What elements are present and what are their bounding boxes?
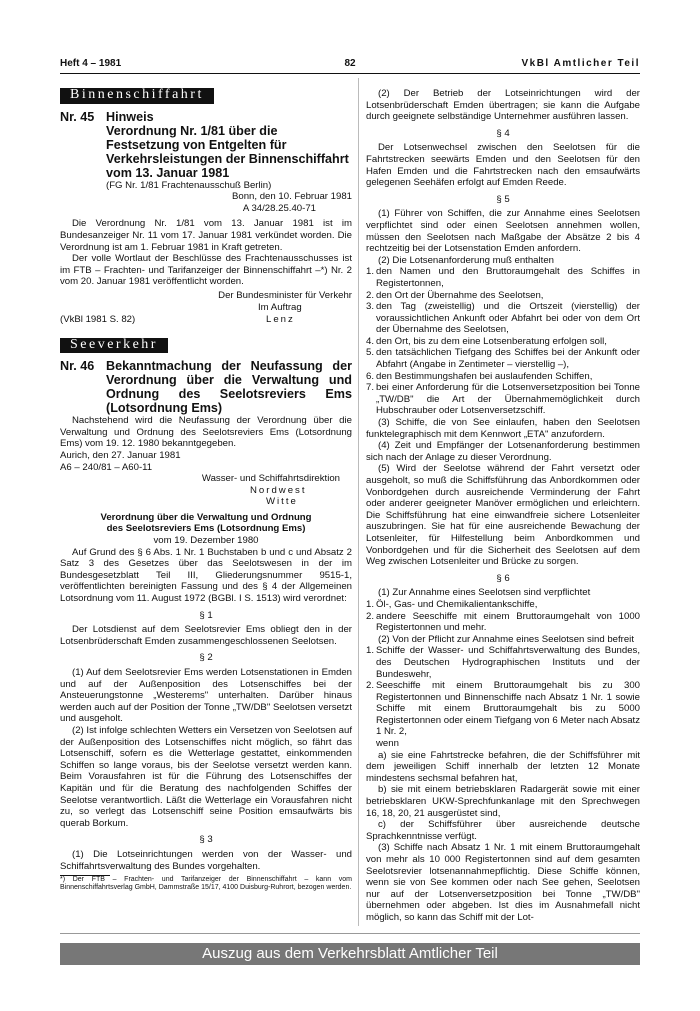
- ordinance-date: vom 19. Dezember 1980: [153, 535, 259, 547]
- list-item: 1. Schiffe der Wasser- und Schiffahrtsverwaltung des Bundes, des Deutschen Hydrographischen Instituts und der Bundeswehr,: [366, 645, 640, 680]
- paragraph-6-heading: § 6: [496, 572, 510, 584]
- ordinance-title-1: Verordnung über die Verwaltung und Ordnung: [100, 511, 312, 523]
- paragraph-6-sub-3: (3) Schiffe nach Absatz 1 Nr. 1 mit einem Bruttoraumgehalt von mehr als 10 000 Registertonnen sind auf dem gesamten Seelotsrevier lotsenannahmepflichtig. Diese Schiffe können, wenn sie von See kommen oder nach See gehen, Seelotsen nur auf der Lotsenversetzposition bei Tonne „TW/DB" übernehmen oder abgeben. Ist dies im Ausnahmefall nicht möglich, so kann das Schiff mit der Lot-: [366, 842, 640, 923]
- section-heading-seeverkehr: Seeverkehr: [60, 338, 168, 354]
- paragraph-1-heading: § 1: [199, 609, 213, 621]
- item-45-title-2: Verordnung Nr. 1/81 über die Festsetzung von Entgelten für Verkehrsleistungen der Binnenschiffahrt vom 13. Januar 1981: [106, 123, 349, 180]
- list-item: 1. den Namen und den Bruttoraumgehalt des Schiffes in Registertonnen,: [366, 266, 640, 289]
- authority-region: Nordwest: [250, 484, 307, 496]
- paragraph-6-sub-1: (1) Zur Annahme eines Seelotsen sind verpflichtet: [378, 587, 591, 599]
- condition-a: a) sie eine Fahrtstrecke befahren, die der Schiffsführer mit dem jeweiligen Schiff innerhalb der letzten 12 Monate mindestens sechsmal befahren hat,: [366, 749, 640, 784]
- item-45-title-1: Hinweis: [106, 109, 154, 124]
- citation: (VkBl 1981 S. 82): [60, 313, 136, 325]
- footer-rule: [60, 933, 640, 934]
- list-item: 3. den Tag (zweistellig) und die Ortszeit (vierstellig) der voraussichtlichen Ankunft oder Abfahrt bei oder von dem Ort der Übernahme des Seelotsen,: [366, 301, 640, 336]
- list-item: 7. bei einer Anforderung für die Lotsenversetzposition bei Tonne „TW/DB" die Art der Übernahmemöglichkeit durch Hubschrauber oder Lotsenversetzschiff.: [366, 382, 640, 417]
- authority-signature: Witte: [266, 496, 298, 508]
- paragraph-2-sub-1: (1) Auf dem Seelotsrevier Ems werden Lotsenstationen in Emden und auf der Außenposition des Lotsenschiffes bei der Ansteuerungstonne „Westerems" unterhalten. Darüber hinaus werden auch auf der Position der Tonne „TW/DB" Seelotsen versetzt und ausgeholt.: [60, 667, 352, 725]
- footnote: *) Der FTB – Frachten- und Tarifanzeiger der Binnenschiffahrt – kann vom Binnenschiffahrtsverlag GmbH, Dammstraße 15/17, 4100 Duisburg-Ruhrort, bezogen werden.: [60, 876, 352, 892]
- preamble: Auf Grund des § 6 Abs. 1 Nr. 1 Buchstaben b und c und Absatz 2 Satz 3 des Gesetzes über das Seelotswesen in der im Bundesgesetzblatt Teil III, Gliederungsnummer 9515-1, veröffentlichten bereinigten Fassung und des § 4 der Allgemeinen Lotsordnung vom 11. August 1972 (BGBl. I S. 1513) wird verordnet:: [60, 546, 352, 605]
- list-item: 2. andere Seeschiffe mit einem Bruttoraumgehalt von 1000 Registertonnen und mehr.: [366, 610, 640, 634]
- item-46-ref: A6 – 240/81 – A60-11: [60, 461, 153, 473]
- list-item: 1. Öl-, Gas- und Chemikalientankschiffe,: [366, 598, 538, 610]
- condition-b: b) sie mit einem betriebsklaren Radargerät sowie mit einer betriebsklaren UKW-Sprechfunkanlage mit den Sprechwegen 16, 18, 20, 21 ausgerüstet sind,: [366, 784, 640, 819]
- header-rule: [60, 73, 640, 74]
- item-46-heading: [60, 359, 352, 415]
- list-item: 6. den Bestimmungshafen bei auslaufenden Schiffen,: [366, 370, 593, 382]
- right-column: [366, 88, 640, 924]
- item-46-intro: Nachstehend wird die Neufassung der Verordnung über die Verwaltung und Ordnung des Seelotsreviers Ems (Lotsordnung Ems) vom 19. 12. 1980 bekanntgegeben.: [60, 415, 352, 450]
- paragraph-3-sub-1: (1) Die Lotseinrichtungen werden von der Wasser- und Schiffahrtsverwaltung des Bundes vorgehalten.: [60, 848, 352, 872]
- authority-name: Wasser- und Schiffahrtsdirektion: [201, 473, 340, 485]
- item-45-para-1: Die Verordnung Nr. 1/81 vom 13. Januar 1981 ist im Bundesanzeiger Nr. 11 vom 17. Januar 1981 verkündet worden. Die Verordnung ist am 1. Februar 1981 in Kraft getreten.: [60, 218, 352, 253]
- item-45-subtitle: (FG Nr. 1/81 Frachtenausschuß Berlin): [106, 179, 272, 191]
- paragraph-4-text: Der Lotsenwechsel zwischen den Seelotsen für die Fahrtstrecken seewärts Emden und den Seelotsen für den Hafen Emden und die Fahrtstrecken nach den emsaufwärts gelegenen Seehäfen erfolgt auf Emden Reede.: [366, 142, 640, 189]
- list-item: 2. Seeschiffe mit einem Bruttoraumgehalt bis zu 300 Registertonnen und Binnenschiffe nach Absatz 1 Nr. 1 sowie Schiffe mit einem Bruttoraumgehalt bis zu 5000 Registertonnen oder einem Tiefgang von 6 Meter nach Absatz 1 Nr. 2,: [366, 680, 640, 738]
- paragraph-2-heading: § 2: [199, 652, 213, 664]
- item-number: Nr. 46: [60, 359, 95, 374]
- paragraph-5-list: [366, 266, 640, 417]
- column-divider: [358, 78, 359, 926]
- list-item: 2. den Ort der Übernahme des Seelotsen,: [366, 289, 544, 301]
- item-45-date: Bonn, den 10. Februar 1981: [231, 191, 352, 203]
- signature-name: Lenz: [266, 313, 295, 325]
- running-header: [60, 58, 640, 72]
- paragraph-3-heading: § 3: [199, 834, 213, 846]
- item-46-place-date: Aurich, den 27. Januar 1981: [60, 449, 181, 461]
- signature-auftrag: Im Auftrag: [258, 301, 302, 313]
- page-number: 82: [344, 58, 356, 69]
- paragraph-5-sub-1: (1) Führer von Schiffen, die zur Annahme eines Seelotsen verpflichtet sind oder einen Seelotsen annehmen wollen, müssen den Seelotsen nach Maßgabe der Absätze 2 bis 4 rechtzeitig bei der Lotsenstation Emden anfordern.: [366, 208, 640, 255]
- item-45-ref: A 34/28.25.40-71: [242, 202, 316, 214]
- paragraph-5-sub-2: (2) Die Lotsenanforderung muß enthalten: [378, 254, 554, 266]
- paragraph-4-heading: § 4: [496, 127, 510, 139]
- paragraph-5-sub-5: (5) Wird der Seelotse während der Fahrt versetzt oder ausgeholt, so muß die Schiffsführung das Anbordkommen oder Vonbordgehen durch ausreichende Verminderung der Fahrt oder anderer geeigneter Manöver ermöglichen und erleichtern. Die Schiffsführung hat eine einwandfreie sichere Lotsenleiter auszubringen. Sie hat für eine ausreichende Bewachung der Lotsenleiter, für Hilfestellung beim Anbordkommen und Vonbordgehen und für die Sicherheit des Seelotsen auf dem Weg zwischen Lotsenleiter und Brücke zu sorgen.: [366, 463, 640, 568]
- paragraph-5-sub-4: (4) Zeit und Empfänger der Lotsenanforderung bestimmen sich nach der Anlage zu dieser Verordnung.: [366, 440, 640, 463]
- condition-c: c) der Schiffsführer über ausreichende deutsche Sprachkenntnisse verfügt.: [366, 819, 640, 842]
- section-heading-binnenschiffahrt: Binnenschiffahrt: [60, 88, 214, 104]
- signature-authority: Der Bundesminister für Verkehr: [218, 289, 352, 301]
- left-column: [60, 80, 352, 892]
- paragraph-2-sub-2: (2) Ist infolge schlechten Wetters ein Versetzen von Seelotsen auf der Außenposition des Lotsenschiffes nicht möglich, so fährt das Lotsenschiff, sofern es die Wetterlage gestattet, einkommenden Schiffen so lange voraus, bis der Seelotse versetzt werden kann. Beim Vorausfahren ist für die Führung des Lotsenschiffes der Kapitän und für die Beratung des nachfolgenden Schiffes der Seelotse verantwortlich. Läßt die Wetterlage ein Vorausfahren nicht zu, so verlegt das Lotsenschiff seine Position emsaufwärts bis querab Borkum.: [60, 724, 352, 829]
- footer-banner: Auszug aus dem Verkehrsblatt Amtlicher Teil: [60, 943, 640, 965]
- paragraph-5-heading: § 5: [496, 193, 510, 205]
- item-46-title: Bekanntmachung der Neufassung der Verordnung über die Verwaltung und Ordnung des Seelotsreviers Ems (Lotsordnung Ems): [106, 359, 352, 416]
- journal-title: VkBl Amtlicher Teil: [521, 58, 640, 69]
- paragraph-3-sub-2: (2) Der Betrieb der Lotseinrichtungen wird der Lotsenbrüderschaft Emden übertragen; sie kann die Aufgabe durch geeignete selbständige Unternehmer ausführen lassen.: [366, 88, 640, 123]
- item-45-para-2: Der volle Wortlaut der Beschlüsse des Frachtenausschusses ist im FTB – Frachten- und Tarifanzeiger der Binnenschiffahrt –*) Nr. 2 vom 20. Januar 1981 veröffentlicht worden.: [60, 253, 352, 288]
- paragraph-1-text: Der Lotsdienst auf dem Seelotsrevier Ems obliegt den in der Lotsenbrüderschaft Emden zusammengeschlossenen Seelotsen.: [60, 624, 352, 647]
- paragraph-5-sub-3: (3) Schiffe, die von See einlaufen, haben den Seelotsen funktelegraphisch mit dem Kennwort „ETA" anzufordern.: [366, 417, 640, 440]
- item-45-heading: [60, 110, 352, 180]
- condition-intro: wenn: [376, 738, 399, 750]
- ordinance-title-2: des Seelotsreviers Ems (Lotsordnung Ems): [106, 523, 306, 535]
- list-item: 5. den tatsächlichen Tiefgang des Schiffes bei der Ankunft oder Abfahrt (Angabe in Zentimeter – vierstellig –),: [366, 347, 640, 371]
- issue-number: Heft 4 – 1981: [60, 58, 122, 69]
- list-item: 4. den Ort, bis zu dem eine Lotsenberatung erfolgen soll,: [366, 335, 607, 347]
- item-number: Nr. 45: [60, 109, 95, 124]
- paragraph-6-sub-2: (2) Von der Pflicht zur Annahme eines Seelotsen sind befreit: [378, 633, 634, 645]
